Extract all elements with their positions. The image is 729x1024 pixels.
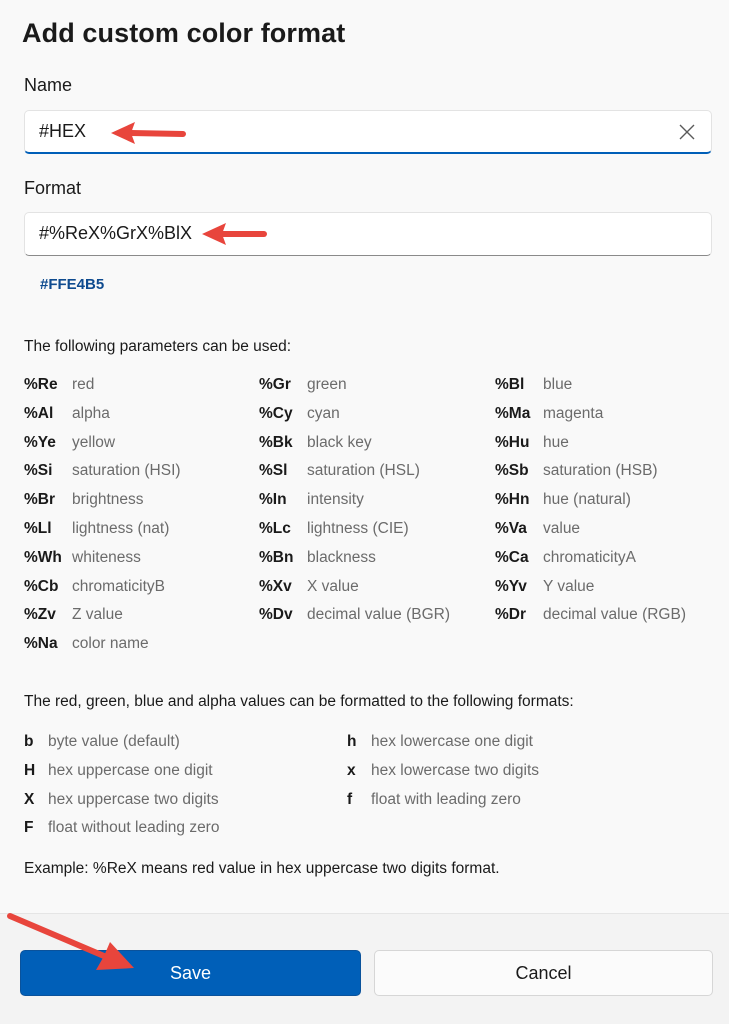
format-description: float with leading zero — [371, 790, 521, 808]
parameter-description: blue — [543, 376, 573, 393]
parameter-description: blackness — [307, 548, 376, 566]
parameter-description: magenta — [543, 404, 604, 422]
clear-icon[interactable] — [673, 118, 701, 146]
parameter-item — [259, 376, 347, 394]
format-code: F — [24, 819, 34, 837]
parameter-item — [495, 549, 636, 567]
parameter-code: %Sl — [259, 462, 288, 480]
parameter-code: %Ma — [495, 404, 531, 422]
parameter-item — [259, 462, 420, 480]
parameter-description: Z value — [72, 606, 123, 624]
parameter-item — [259, 491, 364, 509]
cancel-button[interactable]: Cancel — [374, 950, 713, 996]
parameter-description: brightness — [72, 491, 144, 509]
parameter-code: %Si — [24, 462, 53, 480]
formats-intro: The red, green, blue and alpha values can be formatted to the following formats: — [24, 693, 574, 710]
format-description: hex lowercase two digits — [371, 761, 539, 779]
format-item — [24, 791, 219, 809]
parameter-description: color name — [72, 635, 149, 653]
parameter-code: %Br — [24, 491, 56, 509]
format-code: f — [347, 790, 353, 808]
parameter-description: chromaticityB — [72, 577, 166, 595]
parameter-item — [495, 376, 572, 394]
format-description: byte value (default) — [48, 733, 180, 750]
parameter-description: hue — [543, 433, 569, 451]
parameter-description: saturation (HSB) — [543, 462, 658, 480]
parameter-code: %Ca — [495, 548, 529, 566]
parameter-code: %Al — [24, 404, 54, 422]
format-item — [24, 819, 219, 837]
example-text: Example: %ReX means red value in hex uppercase two digits format. — [24, 860, 500, 877]
parameter-item — [495, 578, 594, 596]
parameter-code: %Sb — [495, 462, 529, 480]
parameter-item — [24, 376, 94, 394]
format-code: x — [347, 761, 356, 779]
parameter-code: %Bn — [259, 548, 294, 566]
parameter-item — [24, 549, 141, 567]
parameter-description: chromaticityA — [543, 548, 637, 566]
parameter-item — [24, 635, 149, 653]
parameter-item — [495, 606, 686, 624]
parameter-code: %Gr — [259, 376, 291, 393]
parameter-description: whiteness — [72, 548, 141, 566]
parameter-code: %Ll — [24, 520, 52, 537]
parameter-code: %Na — [24, 635, 58, 653]
params-intro: The following parameters can be used: — [24, 338, 292, 355]
parameter-item — [24, 606, 123, 624]
parameter-description: cyan — [307, 404, 340, 422]
parameter-item — [259, 578, 359, 596]
format-input[interactable] — [24, 212, 712, 256]
parameter-code: %Zv — [24, 606, 56, 624]
parameter-item — [495, 434, 569, 452]
parameter-code: %Cb — [24, 577, 59, 595]
parameter-code: %Va — [495, 520, 527, 537]
parameter-code: %Wh — [24, 548, 62, 566]
parameter-item — [24, 434, 115, 452]
parameter-item — [24, 578, 165, 596]
format-description: hex lowercase one digit — [371, 733, 533, 750]
parameter-code: %Yv — [495, 577, 527, 595]
format-label: Format — [24, 178, 82, 198]
format-description: hex uppercase two digits — [48, 790, 219, 808]
parameter-item — [495, 520, 580, 538]
parameter-item — [495, 491, 631, 509]
parameter-code: %Hn — [495, 491, 530, 509]
format-description: float without leading zero — [48, 819, 220, 837]
parameter-code: %Hu — [495, 433, 530, 451]
format-code: b — [24, 733, 34, 750]
parameter-description: lightness (CIE) — [307, 520, 409, 537]
parameter-description: intensity — [307, 491, 364, 509]
name-input[interactable] — [24, 110, 712, 154]
parameter-item — [259, 606, 450, 624]
parameter-code: %In — [259, 491, 287, 509]
format-input-value[interactable]: #%ReX%GrX%BlX — [39, 223, 193, 243]
format-code: H — [24, 761, 36, 779]
parameter-item — [495, 405, 603, 423]
parameter-code: %Ye — [24, 433, 56, 451]
parameter-code: %Re — [24, 376, 58, 393]
parameter-code: %Bk — [259, 433, 293, 451]
parameter-item — [259, 405, 340, 423]
parameter-item — [495, 462, 658, 480]
parameter-description: alpha — [72, 404, 110, 422]
parameter-item — [259, 434, 372, 452]
parameter-description: hue (natural) — [543, 491, 631, 509]
parameter-item — [259, 520, 409, 538]
parameter-description: Y value — [543, 577, 595, 595]
parameter-code: %Dr — [495, 606, 527, 624]
parameter-description: black key — [307, 433, 372, 451]
parameter-description: yellow — [72, 433, 116, 451]
parameter-description: red — [72, 376, 95, 393]
parameter-description: saturation (HSI) — [72, 462, 181, 480]
parameter-code: %Xv — [259, 577, 292, 595]
parameter-item — [24, 462, 181, 480]
parameter-code: %Cy — [259, 404, 293, 422]
parameter-description: lightness (nat) — [72, 520, 170, 537]
parameter-description: decimal value (BGR) — [307, 606, 450, 624]
parameter-description: green — [307, 376, 347, 393]
format-item — [24, 733, 180, 751]
format-item — [347, 733, 533, 751]
name-input-value[interactable]: #HEX — [39, 121, 87, 141]
format-item — [347, 762, 539, 780]
dialog-title: Add custom color format — [22, 18, 346, 48]
color-preview-text: #FFE4B5 — [40, 276, 105, 293]
save-button[interactable]: Save — [20, 950, 361, 996]
parameter-item — [259, 549, 376, 567]
format-code: X — [24, 790, 35, 808]
parameter-description: decimal value (RGB) — [543, 606, 686, 624]
format-item — [24, 762, 213, 780]
parameter-description: saturation (HSL) — [307, 462, 420, 480]
parameter-item — [24, 405, 110, 423]
parameter-code: %Bl — [495, 376, 525, 393]
parameter-code: %Dv — [259, 606, 293, 624]
format-description: hex uppercase one digit — [48, 761, 213, 779]
format-item — [347, 791, 521, 809]
parameter-code: %Lc — [259, 520, 291, 537]
name-label: Name — [24, 75, 73, 95]
parameter-description: X value — [307, 577, 359, 595]
format-code: h — [347, 733, 357, 750]
parameter-item — [24, 491, 144, 509]
parameter-item — [24, 520, 169, 538]
parameter-description: value — [543, 520, 581, 537]
dialog-footer — [0, 913, 729, 1024]
